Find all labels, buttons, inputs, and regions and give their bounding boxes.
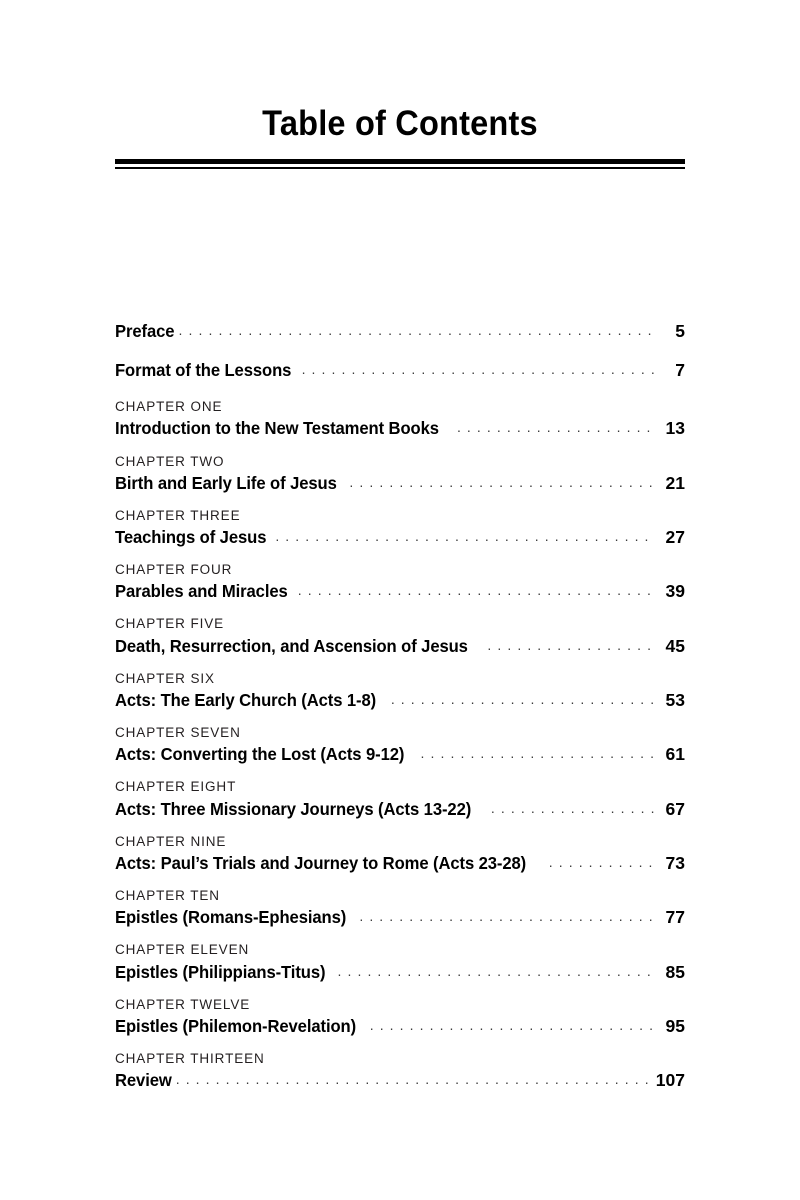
- toc-entry-page-number[interactable]: 13: [665, 418, 685, 439]
- toc-entry[interactable]: [115, 941, 685, 983]
- toc-entry-line: [115, 580, 685, 603]
- chapter-label: CHAPTER ONE: [115, 399, 223, 415]
- chapter-label: CHAPTER SEVEN: [115, 725, 241, 741]
- chapter-label: CHAPTER NINE: [115, 833, 227, 849]
- toc-entry-page-number[interactable]: 45: [665, 635, 685, 656]
- toc-entry-line: [115, 906, 685, 929]
- dot-leader: [349, 473, 654, 489]
- divider-thin-rule: [115, 167, 685, 169]
- toc-entry[interactable]: [115, 507, 685, 549]
- toc-entry-page-number[interactable]: 39: [665, 581, 685, 602]
- toc-entry-title[interactable]: Epistles (Philippians-Titus): [115, 961, 326, 982]
- toc-list: [115, 320, 685, 1104]
- dot-leader: [359, 907, 654, 923]
- title-divider: [115, 159, 685, 169]
- chapter-label: CHAPTER TWO: [115, 453, 225, 469]
- toc-entry-page-number[interactable]: 77: [665, 907, 685, 928]
- dot-leader: [275, 527, 654, 543]
- title-block: [115, 104, 685, 143]
- toc-entry-page-number[interactable]: 53: [665, 689, 685, 710]
- toc-entry-page-number[interactable]: 107: [655, 1070, 685, 1091]
- toc-entry[interactable]: [115, 670, 685, 712]
- chapter-label: CHAPTER SIX: [115, 670, 215, 686]
- toc-entry-page-number[interactable]: 73: [665, 852, 685, 873]
- toc-entry[interactable]: [115, 561, 685, 603]
- toc-entry-line: [115, 1015, 685, 1038]
- dot-leader: [179, 321, 654, 337]
- toc-entry-title[interactable]: Format of the Lessons: [115, 360, 292, 381]
- chapter-label: CHAPTER TEN: [115, 888, 220, 903]
- dot-leader: [491, 799, 654, 815]
- toc-entry-line: [115, 472, 685, 495]
- toc-entry-page-number[interactable]: 85: [665, 961, 685, 982]
- toc-entry-page-number[interactable]: 95: [665, 1015, 685, 1036]
- dot-leader: [338, 962, 655, 978]
- toc-entry-title[interactable]: Teachings of Jesus: [115, 527, 267, 548]
- toc-entry-page-number[interactable]: 27: [665, 527, 685, 548]
- chapter-label: CHAPTER ELEVEN: [115, 942, 250, 958]
- toc-entry-title[interactable]: Preface: [115, 321, 175, 341]
- toc-entry-line: [115, 417, 685, 440]
- toc-entry-line: [115, 961, 685, 984]
- toc-entry-title[interactable]: Review: [115, 1070, 172, 1091]
- toc-entry[interactable]: [115, 724, 685, 766]
- toc-entry-title[interactable]: Birth and Early Life of Jesus: [115, 472, 337, 493]
- toc-entry-title[interactable]: Introduction to the New Testament Books: [115, 418, 439, 439]
- dot-leader: [549, 853, 654, 869]
- toc-entry[interactable]: [115, 615, 685, 657]
- toc-entry-title[interactable]: Death, Resurrection, and Ascension of Jesus: [115, 635, 468, 656]
- toc-entry-title[interactable]: Epistles (Romans-Ephesians): [115, 907, 347, 928]
- toc-entry-title[interactable]: Acts: Converting the Lost (Acts 9-12): [115, 744, 405, 765]
- toc-entry-title[interactable]: Acts: Paul’s Trials and Journey to Rome (Acts 23-28): [115, 852, 527, 873]
- toc-entry-line: [115, 320, 685, 343]
- dot-leader: [391, 690, 654, 706]
- toc-entry-page-number[interactable]: 61: [665, 744, 685, 765]
- dot-leader: [487, 636, 654, 652]
- dot-leader: [302, 360, 654, 376]
- toc-entry[interactable]: [115, 833, 685, 875]
- dot-leader: [370, 1016, 654, 1032]
- toc-entry[interactable]: [115, 996, 685, 1038]
- toc-entry-line: [115, 635, 685, 658]
- toc-entry-title[interactable]: Acts: Three Missionary Journeys (Acts 13-22): [115, 798, 472, 819]
- toc-entry-line: [115, 798, 685, 821]
- chapter-label: CHAPTER TWELVE: [115, 996, 251, 1012]
- toc-entry-line: [115, 359, 685, 382]
- toc-entry-page-number[interactable]: 7: [675, 360, 685, 381]
- toc-entry[interactable]: [115, 453, 685, 495]
- toc-entry-line: [115, 1069, 685, 1092]
- toc-entry-line: [115, 852, 685, 875]
- toc-entry-title[interactable]: Epistles (Philemon-Revelation): [115, 1015, 357, 1036]
- toc-entry[interactable]: [115, 359, 685, 382]
- toc-entry[interactable]: [115, 778, 685, 820]
- toc-entry-page-number[interactable]: 67: [665, 798, 685, 819]
- toc-entry-line: [115, 689, 685, 712]
- dot-leader: [421, 744, 654, 760]
- toc-entry-page-number[interactable]: 21: [665, 472, 685, 493]
- chapter-label: CHAPTER EIGHT: [115, 779, 237, 795]
- dot-leader: [298, 581, 654, 597]
- toc-entry[interactable]: [115, 320, 685, 343]
- toc-entry[interactable]: [115, 1050, 685, 1092]
- dot-leader: [457, 418, 654, 434]
- toc-entry[interactable]: [115, 398, 685, 440]
- toc-entry-title[interactable]: Acts: The Early Church (Acts 1-8): [115, 689, 377, 710]
- page-title: Table of Contents: [262, 104, 538, 143]
- chapter-label: CHAPTER THREE: [115, 507, 241, 523]
- toc-entry-line: [115, 526, 685, 549]
- chapter-label: CHAPTER FOUR: [115, 562, 233, 578]
- chapter-label: CHAPTER FIVE: [115, 616, 225, 632]
- toc-entry-line: [115, 743, 685, 766]
- dot-leader: [176, 1070, 651, 1086]
- toc-entry-page-number[interactable]: 5: [675, 321, 685, 341]
- chapter-label: CHAPTER THIRTEEN: [115, 1050, 265, 1066]
- toc-entry[interactable]: [115, 887, 685, 929]
- toc-entry-title[interactable]: Parables and Miracles: [115, 581, 288, 602]
